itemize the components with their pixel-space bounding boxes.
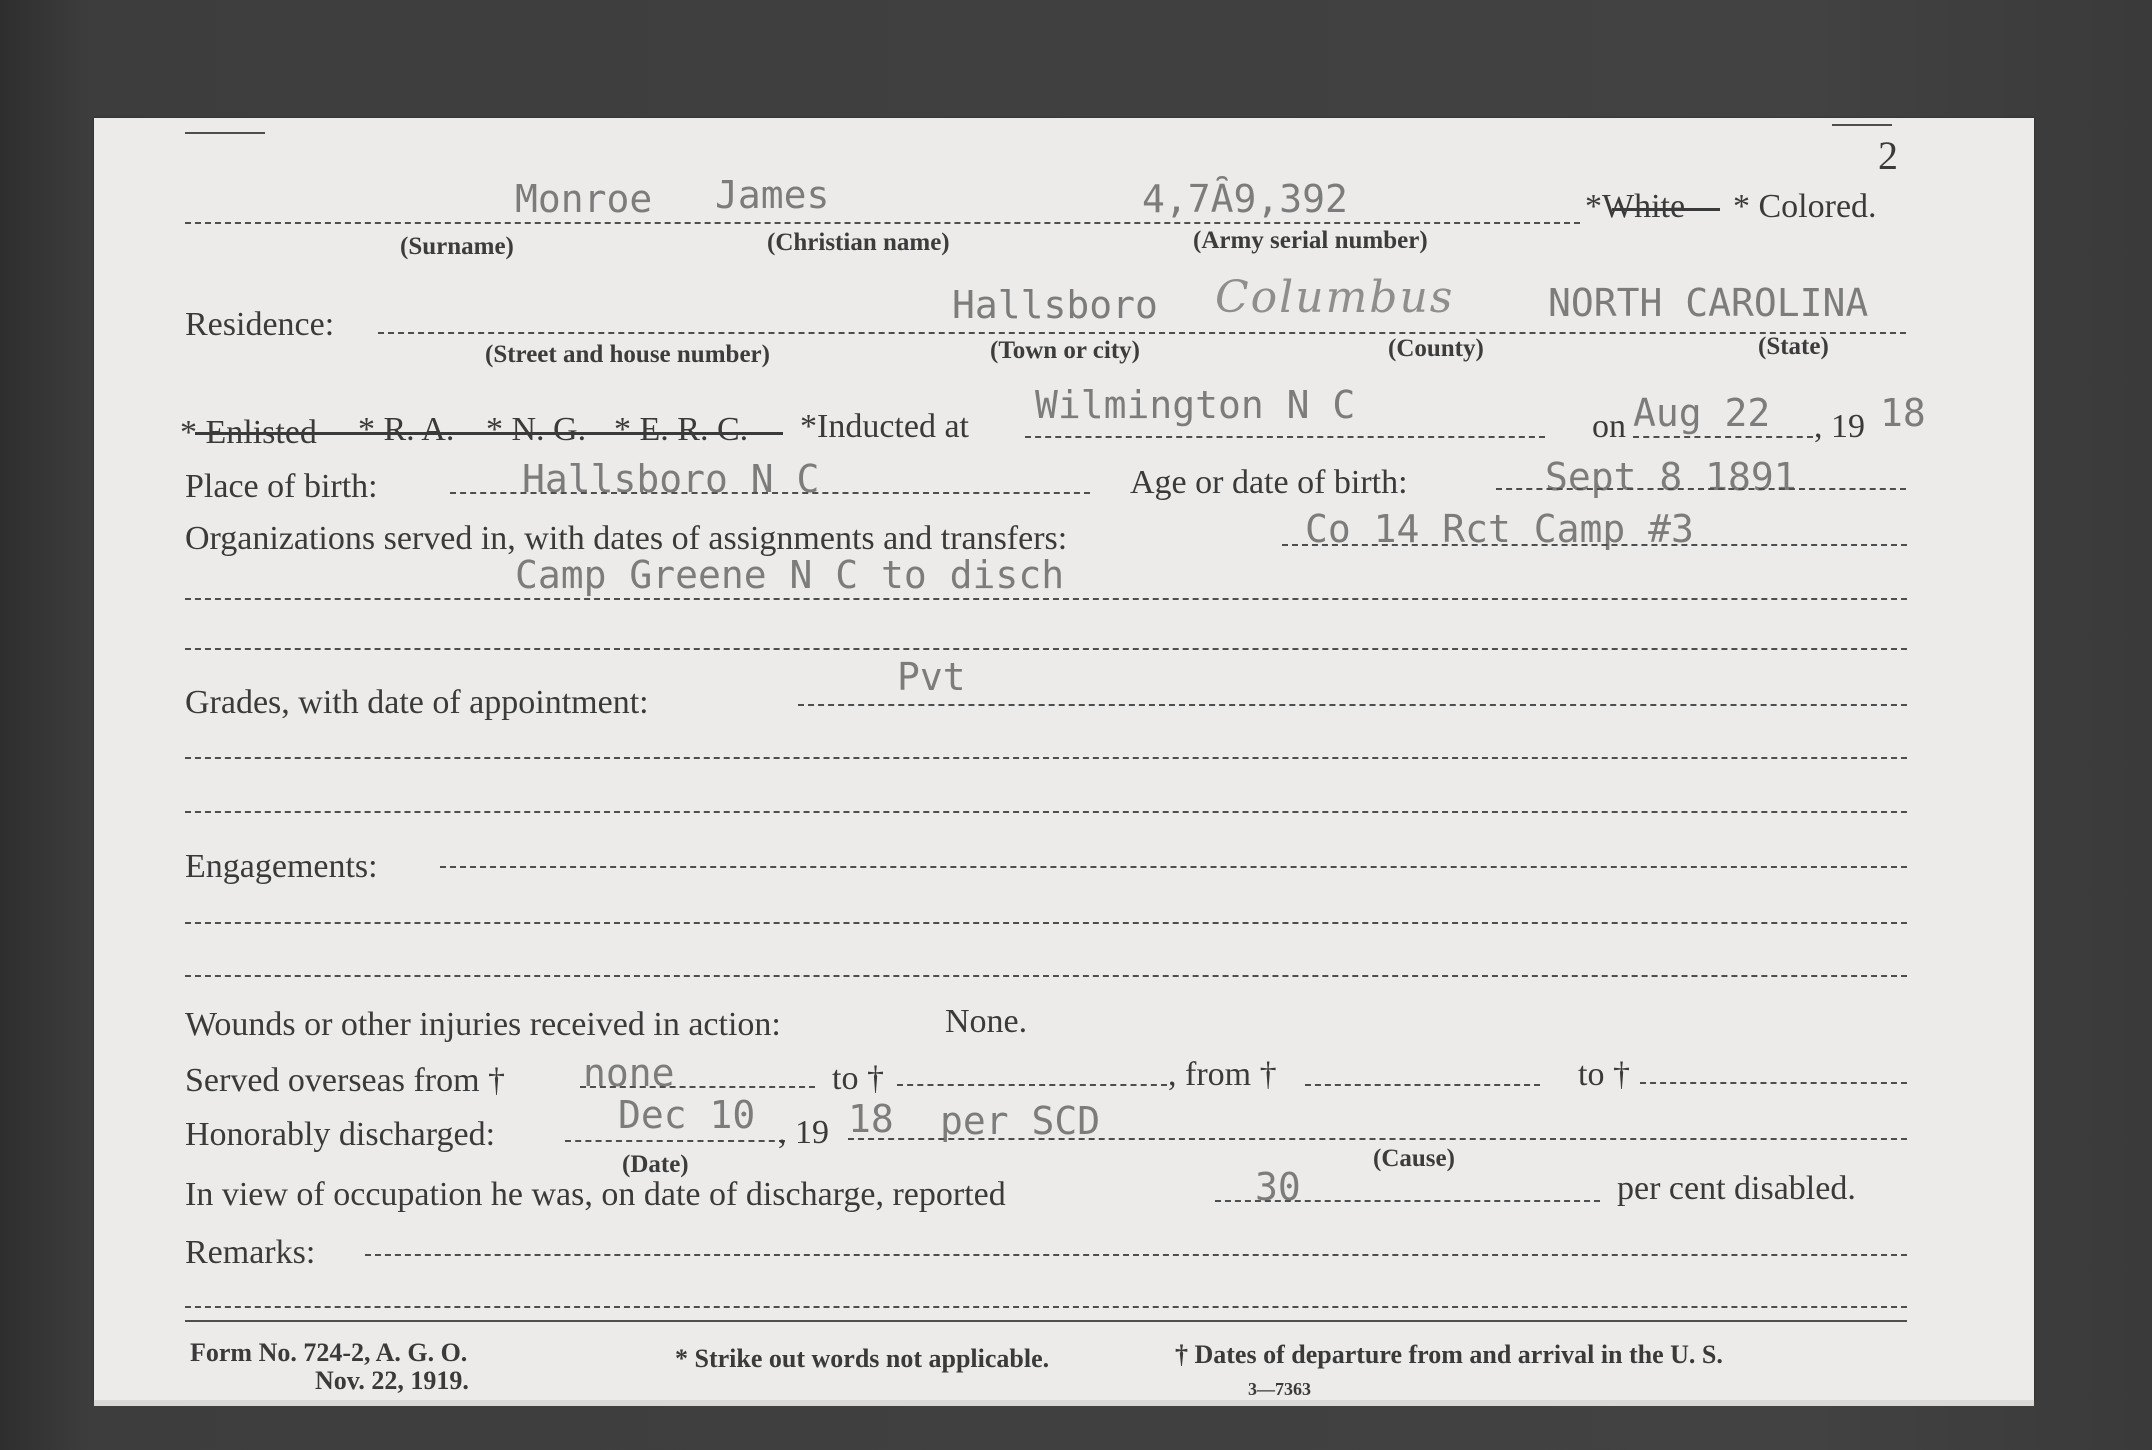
birth-date-value: Sept 8 1891	[1545, 455, 1797, 499]
print-code: 3—7363	[1248, 1379, 1311, 1399]
name-line	[185, 222, 1580, 224]
enlisted-strike	[195, 432, 783, 435]
strike-note: * Strike out words not applicable.	[675, 1344, 1050, 1373]
overseas-from-label: Served overseas from †	[185, 1062, 506, 1099]
discharge-date-value: Dec 10	[618, 1093, 756, 1137]
organizations-line1	[1282, 544, 1907, 546]
residence-label: Residence:	[185, 306, 335, 343]
organizations-line3	[185, 648, 1907, 650]
county-caption: (County)	[1388, 335, 1484, 362]
overseas-from-line	[580, 1086, 815, 1088]
town-value: Hallsboro	[952, 283, 1158, 327]
inducted-place-line	[1025, 436, 1545, 438]
state-caption: (State)	[1758, 333, 1829, 360]
serial-number-caption: (Army serial number)	[1193, 227, 1428, 254]
ng-label: * N. G.	[486, 411, 587, 448]
discharge-date-line	[565, 1140, 785, 1142]
grades-line3	[185, 811, 1907, 813]
town-caption: (Town or city)	[990, 337, 1140, 364]
serial-number-value: 4,7Ȃ9,392	[1142, 177, 1348, 221]
organizations-line1-value: Co 14 Rct Camp #3	[1305, 507, 1694, 551]
birth-date-line	[1496, 488, 1906, 490]
corner-mark-left	[185, 132, 265, 134]
overseas-to2-label: to †	[1578, 1056, 1630, 1093]
disability-label: In view of occupation he was, on date of discharge, reported	[185, 1176, 1006, 1213]
county-value: Columbus	[1215, 272, 1455, 323]
surname-caption: (Surname)	[400, 233, 514, 260]
engagements-line2	[185, 922, 1907, 924]
state-value: NORTH CAROLINA	[1548, 281, 1869, 325]
disability-suffix: per cent disabled.	[1617, 1170, 1856, 1207]
grades-line1	[798, 704, 1907, 706]
grades-value: Pvt	[897, 655, 966, 699]
grades-line2	[185, 757, 1907, 759]
overseas-from2-line	[1305, 1084, 1540, 1086]
ra-label: * R. A.	[358, 411, 455, 448]
remarks-label: Remarks:	[185, 1234, 316, 1271]
erc-label: * E. R. C.	[614, 411, 749, 448]
footer-rule	[185, 1320, 1907, 1322]
discharge-cause-value: per SCD	[940, 1099, 1101, 1143]
christian-name-caption: (Christian name)	[767, 229, 950, 256]
discharge-date-caption: (Date)	[622, 1151, 689, 1178]
birth-date-label: Age or date of birth:	[1130, 464, 1408, 501]
discharge-cause-caption: (Cause)	[1373, 1145, 1455, 1172]
card-number: 2	[1878, 133, 1898, 178]
on-label: on	[1592, 408, 1626, 445]
engagements-line1	[440, 866, 1907, 868]
inducted-label: *Inducted at	[800, 408, 969, 445]
engagements-line3	[185, 975, 1907, 977]
birth-place-value: Hallsboro N C	[522, 457, 820, 501]
residence-line	[378, 332, 1906, 334]
discharge-cause-line	[848, 1138, 1907, 1140]
inducted-place-value: Wilmington N C	[1035, 383, 1356, 427]
birth-place-label: Place of birth:	[185, 468, 378, 505]
overseas-to2-line	[1640, 1082, 1907, 1084]
overseas-to-line	[897, 1084, 1167, 1086]
discharge-year-prefix: , 19	[778, 1114, 829, 1151]
christian-name-value: James	[715, 173, 830, 217]
inducted-year-value: 18	[1880, 391, 1926, 435]
disability-line	[1215, 1200, 1600, 1202]
form-number: Form No. 724-2, A. G. O.	[190, 1338, 468, 1367]
inducted-year-prefix: , 19	[1814, 408, 1865, 445]
overseas-to-label: to †	[832, 1060, 884, 1097]
wounds-value: None.	[945, 1003, 1028, 1040]
wounds-label: Wounds or other injuries received in action:	[185, 1006, 781, 1043]
grades-label: Grades, with date of appointment:	[185, 684, 649, 721]
enlisted-label: * Enlisted	[180, 414, 317, 451]
inducted-date-value: Aug 22	[1633, 391, 1771, 435]
organizations-line2-value: Camp Greene N C to disch	[515, 553, 1065, 597]
race-colored-label: * Colored.	[1733, 188, 1877, 225]
birth-place-line	[450, 492, 1090, 494]
engagements-label: Engagements:	[185, 848, 378, 885]
surname-value: Monroe	[515, 177, 653, 221]
discharged-label: Honorably discharged:	[185, 1116, 496, 1153]
corner-mark-right	[1832, 124, 1892, 126]
remarks-line1	[365, 1254, 1907, 1256]
form-date: Nov. 22, 1919.	[315, 1366, 469, 1395]
disability-value: 30	[1255, 1165, 1301, 1209]
overseas-from2-label: , from †	[1168, 1056, 1277, 1093]
card-bottom-edge	[94, 1400, 2034, 1406]
organizations-label: Organizations served in, with dates of assignments and transfers:	[185, 520, 1068, 557]
street-caption: (Street and house number)	[485, 341, 770, 368]
discharge-year-value: 18	[848, 1097, 894, 1141]
remarks-line2	[185, 1306, 1907, 1308]
organizations-line2	[185, 598, 1907, 600]
inducted-date-line	[1633, 436, 1813, 438]
race-white-label: *White	[1585, 188, 1686, 225]
race-white-strike	[1612, 208, 1720, 211]
overseas-from-value: none	[583, 1051, 675, 1095]
dagger-note: † Dates of departure from and arrival in the U. S.	[1175, 1340, 1723, 1369]
